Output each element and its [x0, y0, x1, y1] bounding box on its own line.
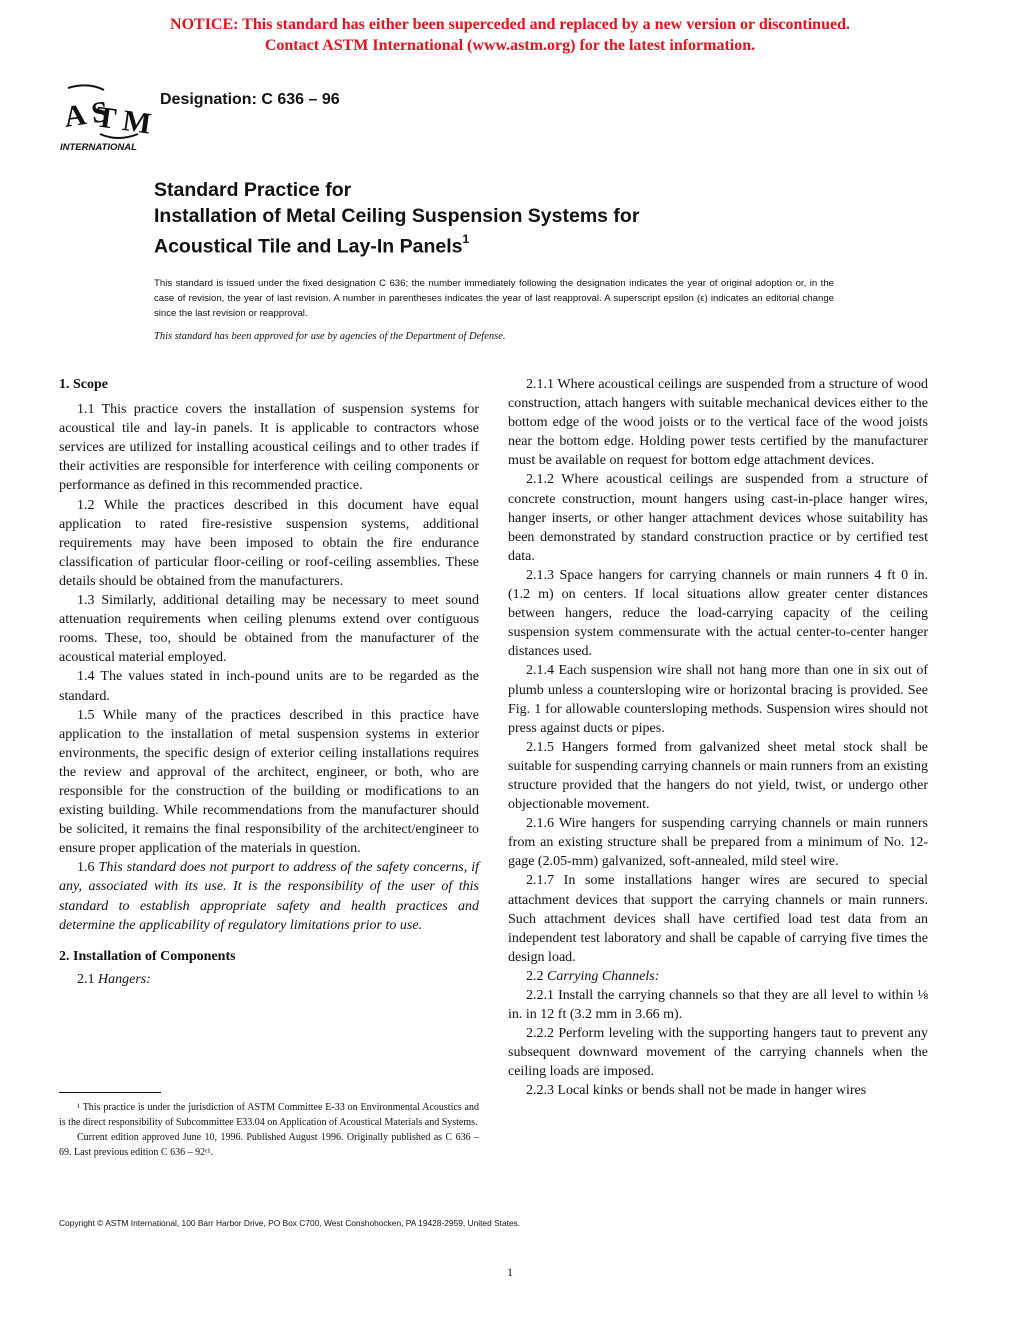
paragraph-2-2-text: Carrying Channels: [547, 968, 660, 984]
title-line-1: Standard Practice for [154, 179, 352, 201]
footnote-rule [59, 1092, 161, 1093]
paragraph-1-6-text: This standard does not purport to address of the safety concerns, if any, associated with its use. It is the responsibility of the user of this standard to establish appropriate safety and health practices and determine the applicability of regulatory limitations prior to use. [59, 860, 479, 933]
svg-text:A S: A S [61, 95, 111, 134]
paragraph-2-1-7: 2.1.7 In some installations hanger wires are secured to special attachment devices that support the carrying channels or main runners. Such attachment devices shall have certified load test data from an independent test laboratory and shall be capable of carrying five times the design load. [508, 873, 928, 965]
paragraph-2-1-1: 2.1.1 Where acoustical ceilings are suspended from a structure of wood construction, attach hangers with suitable mechanical devices either to the bottom edge of the wood joists or to the vertical face of the wood joists near the bottom edge. Holding power tests certified by the manufacturer must be available on request for bottom edge attachment devices. [508, 377, 928, 469]
paragraph-2-1-4: 2.1.4 Each suspension wire shall not hang more than one in six out of plumb unless a countersloping wire or horizontal bracing is provided. See Fig. 1 for allowable countersloping methods. Suspension wires should not press against ducts or pipes. [508, 663, 928, 736]
paragraph-2-1-6: 2.1.6 Wire hangers for suspending carrying channels or main runners from an existing structure shall be prepared from a minimum of No. 12-gage (2.05-mm) galvanized, soft-annealed, mild steel wire. [508, 816, 928, 870]
title-line-3: Acoustical Tile and Lay-In Panels [154, 235, 463, 258]
paragraph-2-1 [59, 970, 479, 989]
paragraph-2-2 [508, 967, 928, 986]
paragraph-2-2-2: 2.2.2 Perform leveling with the supporting hangers taut to prevent any subsequent downward movement of the carrying channels when the ceiling loads are imposed. [508, 1026, 928, 1080]
left-column [59, 375, 479, 989]
svg-text:T M: T M [93, 100, 154, 141]
right-column [508, 375, 928, 1101]
paragraph-2-1-5: 2.1.5 Hangers formed from galvanized sheet metal stock shall be suitable for suspending carrying channels or main runners from an existing structure provided that the hangers do not yield, twist, or undergo other objectionable movement. [508, 739, 928, 813]
footnote-1: ¹ This practice is under the jurisdiction of ASTM Committee E-33 on Environmental Acoustics and is the direct responsibility of Subcommittee E33.04 on Application of Acoustical Materials and Systems. [59, 1102, 479, 1128]
footnotes [59, 1100, 479, 1160]
notice-line-2: Contact ASTM International (www.astm.org) for the latest information. [264, 37, 756, 54]
designation: Designation: C 636 – 96 [160, 91, 340, 108]
paragraph-2-1-text: Hangers: [98, 971, 151, 987]
notice-line-1: NOTICE: This standard has either been superceded and replaced by a new version or discontinued. [170, 16, 850, 33]
paragraph-2-2-1: 2.2.1 Install the carrying channels so that they are all level to within ⅛ in. in 12 ft (3.2 mm in 3.66 m). [508, 988, 928, 1023]
paragraph-1-5: 1.5 While many of the practices described in this practice have application to the installation of metal suspension systems in exterior environments, the specific design of exterior ceiling installations requires the review and approval of the architect, engineer, or both, who are responsible for the construction of the building or modifications to an existing building. While recommendations from the manufacturer should be solicited, it remains the final responsibility of the architect/engineer to ensure proper application of the materials in question. [59, 707, 479, 857]
paragraph-1-6-number: 1.6 [77, 860, 95, 876]
title-footnote-mark: 1 [462, 232, 470, 246]
issued-note: This standard is issued under the fixed designation C 636; the number immediately following the designation indicates the year of original adoption or, in the case of revision, the year of last revision. A number in parentheses indicates the year of last reapproval. A superscript epsilon (ε) indicates an editorial change since the last revision or reapproval. [154, 278, 834, 319]
title-line-2: Installation of Metal Ceiling Suspension Systems for [154, 204, 640, 227]
section-heading-scope: 1. Scope [59, 377, 108, 392]
page-number: 1 [507, 1265, 513, 1279]
copyright: Copyright © ASTM International, 100 Barr Harbor Drive, PO Box C700, West Conshohocken, PA 19428-2959, United States. [59, 1218, 521, 1228]
paragraph-2-2-3: 2.2.3 Local kinks or bends shall not be made in hanger wires [526, 1083, 867, 1099]
paragraph-1-6 [59, 858, 479, 934]
astm-logo [60, 78, 154, 154]
footnote-2: Current edition approved June 10, 1996. Published August 1996. Originally published as C 636 – 69. Last previous edition C 636 – 92ᵋ¹. [59, 1132, 479, 1158]
paragraph-1-1: 1.1 This practice covers the installation of suspension systems for acoustical tile and lay-in panels. It is applicable to contractors whose services are utilized for installing acoustical ceilings and to other trades if their activities are responsible for interference with ceiling components or performance as defined in this recommended practice. [59, 402, 479, 494]
logo-caption: INTERNATIONAL [60, 142, 137, 153]
paragraph-2-1-3: 2.1.3 Space hangers for carrying channels or main runners 4 ft 0 in. (1.2 m) on centers. If local situations allow greater center distances between hangers, reduce the load-carrying capacity of the ceiling suspension system commensurate with the actual center-to-center hanger distances used. [508, 567, 928, 660]
document-title [154, 178, 639, 260]
paragraph-2-2-number: 2.2 [526, 968, 544, 984]
astm-logo-mark [60, 78, 154, 154]
paragraph-2-1-number: 2.1 [77, 971, 95, 987]
paragraph-1-3: 1.3 Similarly, additional detailing may be necessary to meet sound attenuation requirements when ceiling plenums extend over contiguous rooms. These, too, should be obtained from the manufacturer of the acoustical material employed. [59, 593, 479, 666]
paragraph-1-2: 1.2 While the practices described in this document have equal application to rated fire-resistive suspension systems, additional requirements may have been imposed to obtain the fire endurance classification of particular floor-ceiling or roof-ceiling assemblies. These details should be obtained from the manufacturers. [59, 497, 479, 589]
paragraph-2-1-2: 2.1.2 Where acoustical ceilings are suspended from a structure of concrete construction, mount hangers using cast-in-place hanger wires, hanger inserts, or other hanger attachment devices whose suitability has been demonstrated by standard construction practice or by certified test data. [508, 472, 928, 564]
section-heading-installation: 2. Installation of Components [59, 948, 236, 964]
approval-note: This standard has been approved for use by agencies of the Department of Defense. [154, 331, 506, 342]
paragraph-1-4: 1.4 The values stated in inch-pound units are to be regarded as the standard. [59, 669, 479, 704]
